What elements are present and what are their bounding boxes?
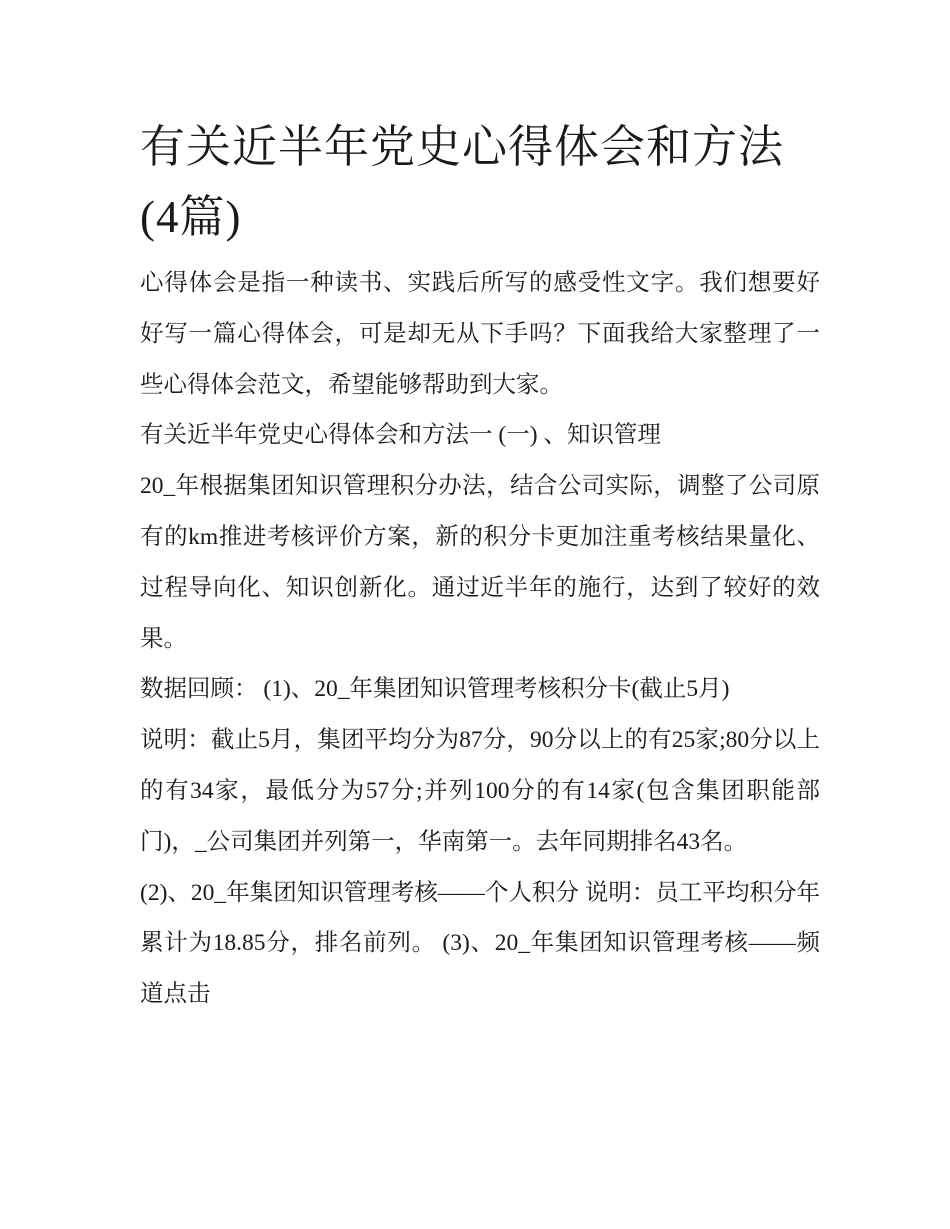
data-review-paragraph: 数据回顾： (1)、20_年集团知识管理考核积分卡(截止5月) (140, 676, 730, 703)
knowledge-management-paragraph: 20_年根据集团知识管理积分办法，结合公司实际，调整了公司原有的km推进考核评价方案，新的积分卡更加注重考核结果量化、过程导向化、知识创新化。通过近半年的施行，达到了较好的效果。 (140, 473, 820, 652)
document-title: 有关近半年党史心得体会和方法(4篇) (140, 122, 785, 242)
intro-paragraph: 心得体会是指一种读书、实践后所写的感受性文字。我们想要好好写一篇心得体会，可是却无从下手吗？下面我给大家整理了一些心得体会范文，希望能够帮助到大家。 (140, 270, 820, 398)
document-body (140, 258, 820, 1020)
document-page (140, 112, 820, 1020)
personal-score-paragraph: (2)、20_年集团知识管理考核——个人积分 说明：员工平均积分年累计为18.85分，排名前列。 (3)、20_年集团知识管理考核——频道点击 (140, 879, 820, 1008)
scorecard-explanation-paragraph: 说明：截止5月，集团平均分为87分，90分以上的有25家;80分以上的有34家，最低分为57分;并列100分的有14家(包含集团职能部门)，_公司集团并列第一，华南第一。去年同期排名43名。 (140, 727, 820, 855)
section-heading-knowledge-management: 有关近半年党史心得体会和方法一 (一) 、知识管理 (140, 422, 661, 449)
